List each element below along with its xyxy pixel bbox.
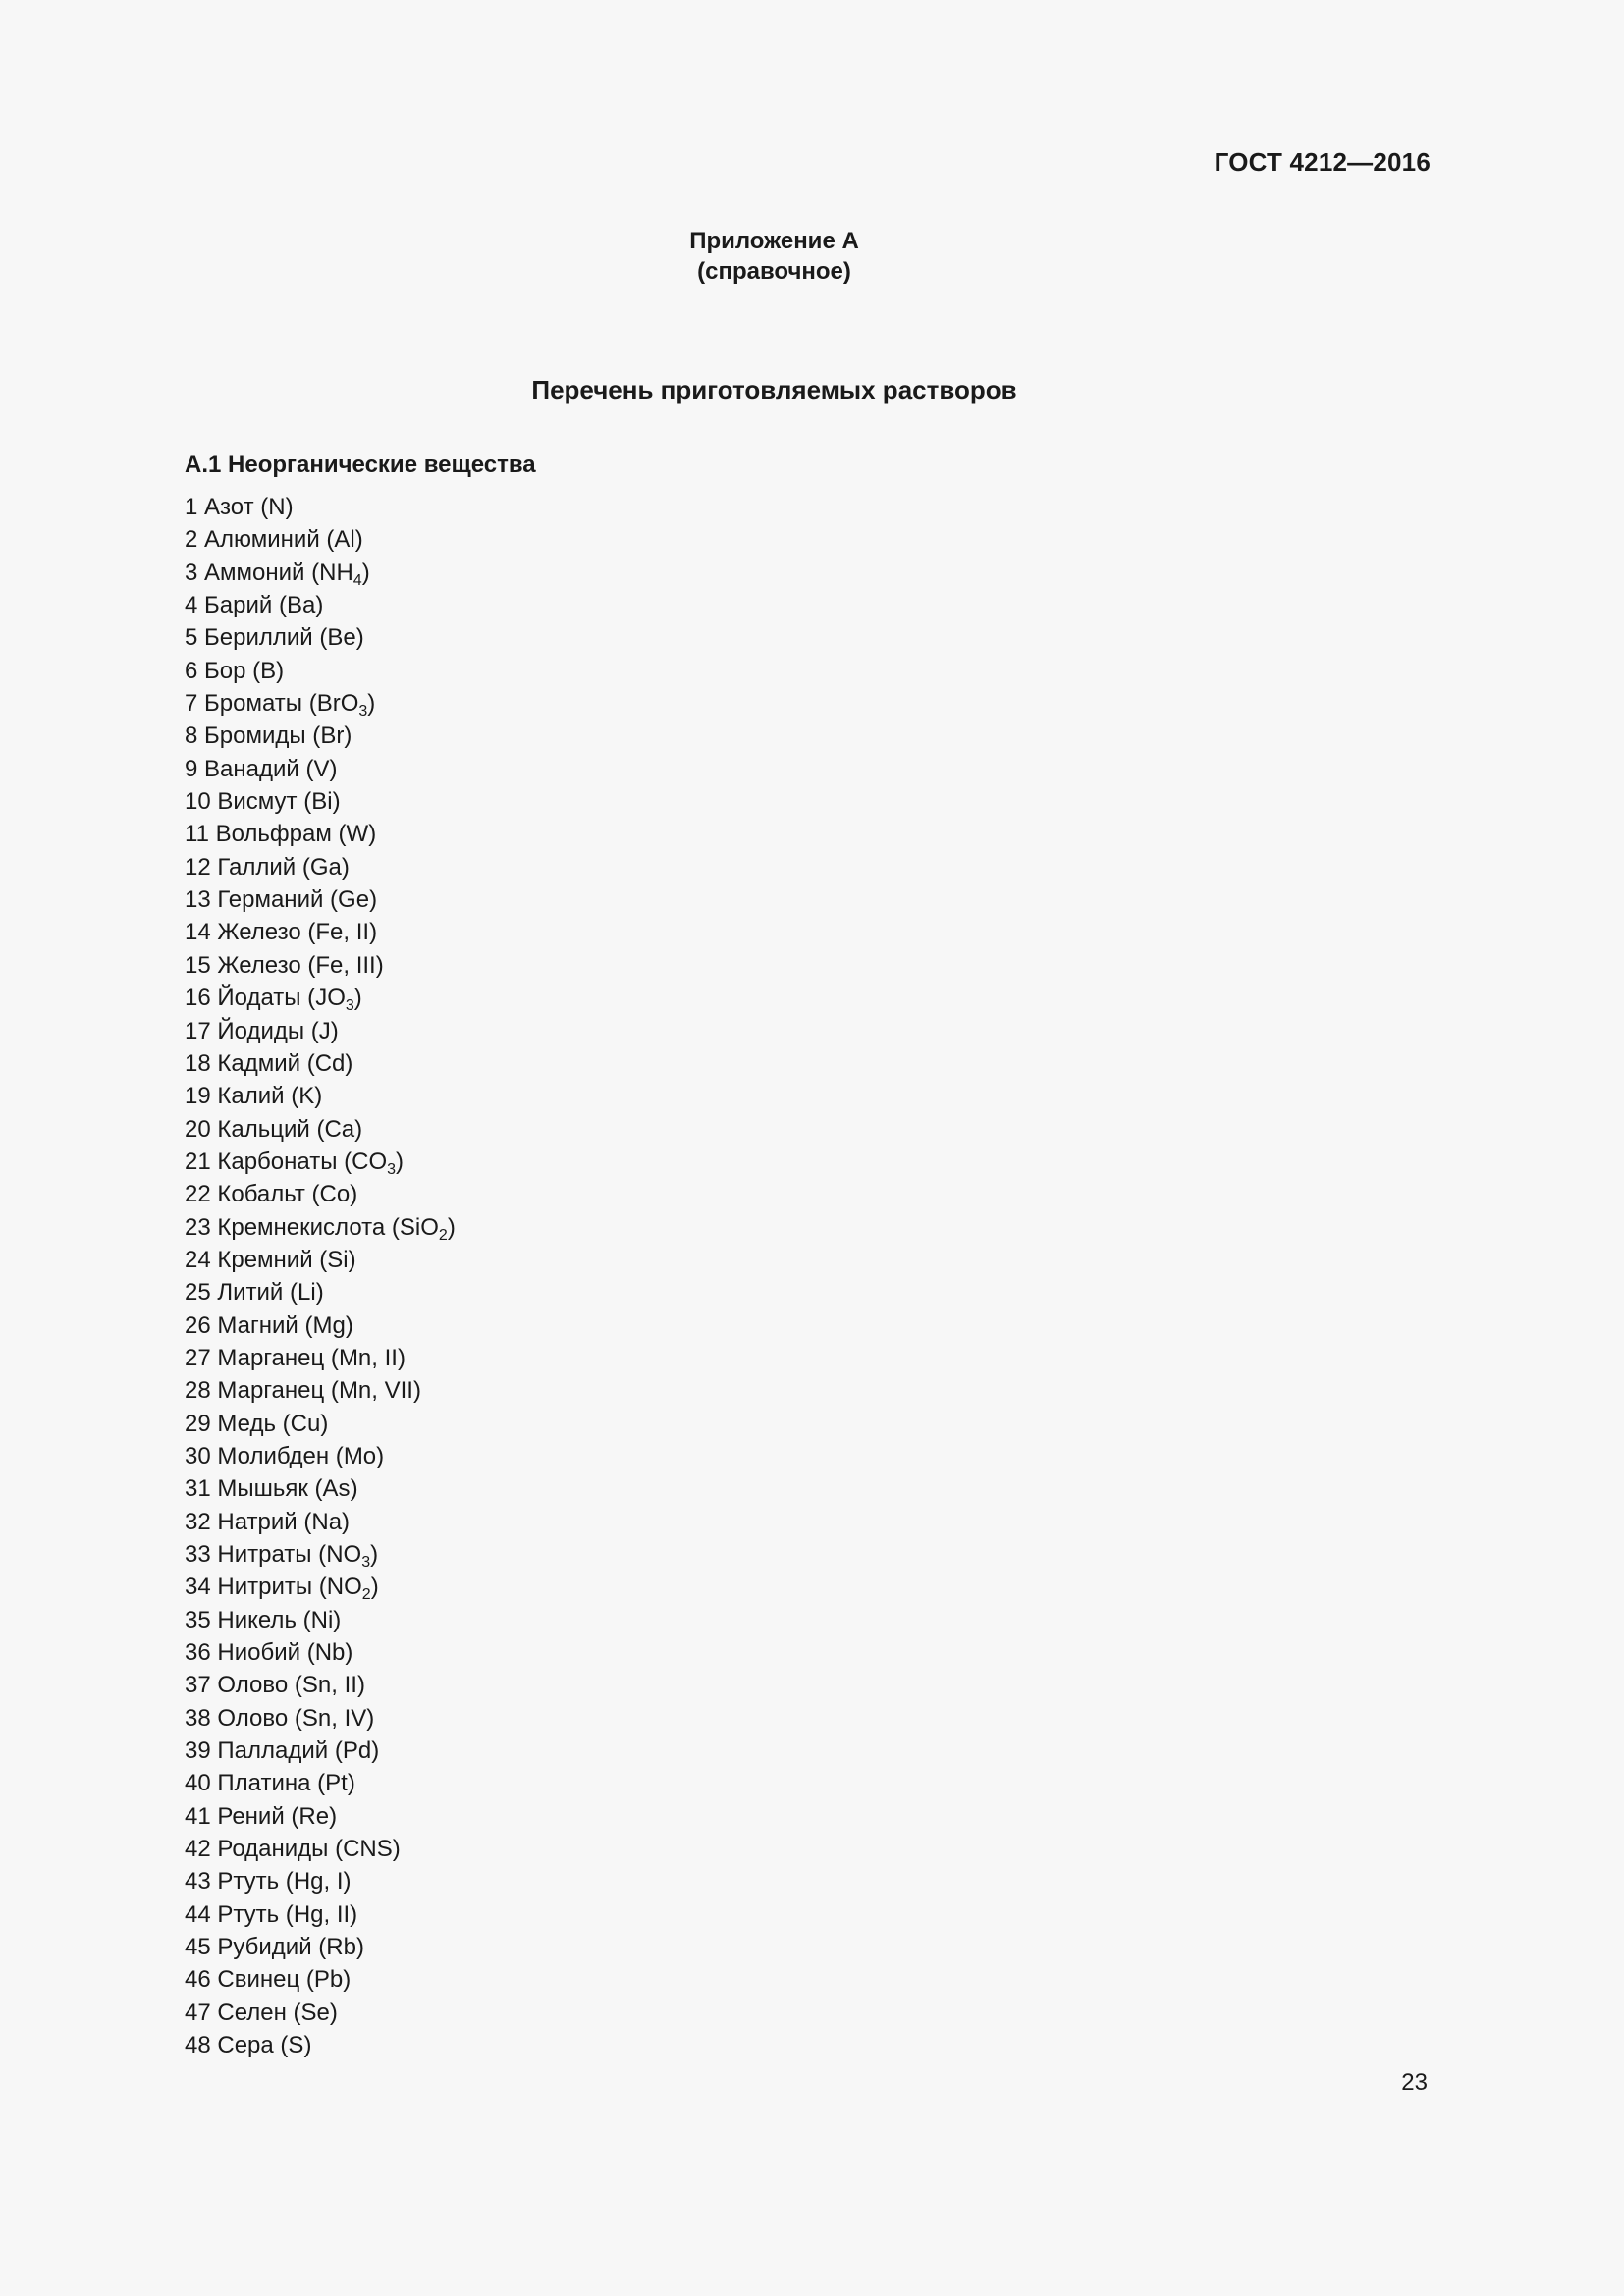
formula-symbol: Li xyxy=(298,1279,316,1307)
item-name: Алюминий xyxy=(204,526,320,554)
formula-symbol: J xyxy=(318,1017,331,1044)
item-formula xyxy=(310,854,342,881)
item-number: 22 xyxy=(185,1181,211,1208)
list-item: 26 Магний (Mg) xyxy=(185,1311,353,1339)
list-item: 7 Броматы (BrO$_3$) xyxy=(185,690,376,721)
item-name: Кобальт xyxy=(217,1181,305,1208)
item-name: Молибден xyxy=(217,1442,330,1469)
item-number: 44 xyxy=(185,1900,211,1928)
list-item: 42 Роданиды (CNS) xyxy=(185,1836,401,1863)
item-name: Платина xyxy=(217,1770,311,1797)
formula-subscript: 4 xyxy=(352,571,362,589)
item-name: Марганец xyxy=(217,1344,325,1371)
item-number: 5 xyxy=(185,624,198,652)
item-number: 8 xyxy=(185,722,198,750)
item-number: 2 xyxy=(185,526,198,554)
list-item: 17 Йодиды (J) xyxy=(185,1017,339,1044)
item-number: 32 xyxy=(185,1508,211,1535)
item-number: 28 xyxy=(185,1377,211,1405)
item-name: Вольфрам xyxy=(215,821,332,848)
item-number: 3 xyxy=(185,559,198,586)
formula-symbol: Nb xyxy=(314,1639,346,1667)
list-item: 12 Галлий (Ga) xyxy=(185,853,350,881)
item-formula xyxy=(334,526,354,553)
item-formula xyxy=(314,1966,343,1993)
item-formula xyxy=(339,1377,413,1404)
formula-subscript: 3 xyxy=(358,703,368,721)
formula-subscript: 3 xyxy=(387,1160,397,1178)
item-formula xyxy=(339,1345,398,1371)
list-item: 3 Аммоний $(NH_4)$ xyxy=(185,559,370,589)
formula-symbol: B xyxy=(260,657,277,684)
list-title: Перечень приготовляемых растворов xyxy=(531,375,1017,404)
formula-symbol: SiO xyxy=(399,1213,439,1241)
list-item: 21 Карбонаты $(CO_3)$ xyxy=(185,1148,405,1178)
formula-symbol: Hg, I xyxy=(293,1868,344,1896)
list-item: 48 Сера (S) xyxy=(185,2032,312,2059)
item-formula xyxy=(338,886,369,913)
item-number: 46 xyxy=(185,1966,211,1994)
item-number: 47 xyxy=(185,1999,211,2026)
item-number: 43 xyxy=(185,1868,211,1896)
item-name: Ниобий xyxy=(217,1639,301,1667)
list-item: 39 Палладий (Pd) xyxy=(185,1737,380,1765)
item-name: Ртуть xyxy=(217,1900,280,1928)
appendix-heading xyxy=(0,226,1548,287)
item-name: Олово xyxy=(217,1672,289,1699)
formula-subscript: 2 xyxy=(361,1586,371,1604)
item-number: 21 xyxy=(185,1148,211,1175)
item-name: Железо xyxy=(217,951,301,979)
item-number: 10 xyxy=(185,788,211,816)
formula-symbol: BrO xyxy=(316,690,359,718)
section-heading: А.1 Неорганические вещества xyxy=(185,452,536,478)
item-formula xyxy=(315,919,369,945)
formula-subscript: 3 xyxy=(345,997,354,1015)
item-number: 26 xyxy=(185,1311,211,1339)
list-item: 10 Висмут (Bi) xyxy=(185,788,341,816)
item-formula xyxy=(343,1737,371,1764)
item-formula xyxy=(320,1181,351,1207)
item-name: Роданиды xyxy=(217,1836,329,1863)
item-formula xyxy=(294,1868,344,1895)
formula-symbol: Sn, IV xyxy=(301,1704,367,1732)
item-formula xyxy=(260,658,276,684)
formula-symbol: Co xyxy=(319,1181,351,1208)
item-name: Йодаты xyxy=(217,985,301,1012)
formula-symbol: Ba xyxy=(286,592,316,619)
item-name: Броматы xyxy=(204,690,303,718)
list-item: 19 Калий (K) xyxy=(185,1083,323,1110)
formula-symbol: Se xyxy=(300,1999,330,2026)
item-formula xyxy=(326,1934,356,1960)
list-item: 9 Ванадий (V) xyxy=(185,755,338,782)
item-name: Мышьяк xyxy=(217,1475,308,1503)
item-number: 45 xyxy=(185,1934,211,1961)
formula-symbol: Ca xyxy=(324,1115,355,1143)
item-name: Нитриты xyxy=(217,1574,313,1601)
item-name: Кадмий xyxy=(217,1049,301,1077)
item-formula xyxy=(326,1574,371,1604)
item-name: Свинец xyxy=(217,1966,300,1994)
list-item: 33 Нитраты $(NO_3)$ xyxy=(185,1541,379,1571)
item-number: 25 xyxy=(185,1279,211,1307)
item-name: Калий xyxy=(217,1083,285,1110)
item-formula xyxy=(298,1083,314,1109)
list-item: 2 Алюминий (Al) xyxy=(185,526,363,554)
item-formula xyxy=(291,1411,321,1437)
item-formula xyxy=(399,1213,448,1244)
item-formula xyxy=(315,952,375,979)
item-name: Кремний xyxy=(217,1246,313,1273)
list-item: 13 Германий (Ge) xyxy=(185,886,378,914)
item-name: Кремнекислота xyxy=(217,1213,386,1241)
formula-symbol: N xyxy=(268,494,286,520)
item-number: 20 xyxy=(185,1115,211,1143)
item-name: Азот xyxy=(204,494,254,520)
list-item: 38 Олово (Sn, IV) xyxy=(185,1704,375,1732)
item-formula xyxy=(298,1279,316,1306)
item-number: 15 xyxy=(185,951,211,979)
formula-symbol: Pb xyxy=(313,1966,344,1994)
item-number: 33 xyxy=(185,1541,211,1568)
item-formula xyxy=(294,1901,350,1928)
formula-symbol: As xyxy=(322,1475,351,1503)
item-formula xyxy=(288,2032,303,2058)
item-name: Бериллий xyxy=(204,624,313,652)
formula-symbol: CNS xyxy=(343,1836,393,1863)
item-number: 19 xyxy=(185,1083,211,1110)
list-item: 32 Натрий (Na) xyxy=(185,1508,351,1535)
item-name: Селен xyxy=(217,1999,287,2026)
item-number: 11 xyxy=(185,821,209,848)
item-name: Олово xyxy=(217,1704,289,1732)
formula-symbol: Rb xyxy=(326,1934,356,1961)
formula-symbol: Mg xyxy=(312,1311,346,1339)
substance-list xyxy=(185,491,456,2062)
formula-symbol: Ni xyxy=(310,1606,334,1633)
item-formula xyxy=(325,1770,348,1796)
item-formula xyxy=(352,1148,397,1178)
formula-symbol: Cu xyxy=(290,1410,321,1437)
item-number: 34 xyxy=(185,1574,211,1601)
formula-symbol: Ga xyxy=(309,853,342,881)
item-number: 18 xyxy=(185,1049,211,1077)
list-item: 43 Ртуть (Hg, I) xyxy=(185,1868,352,1896)
list-item: 8 Бромиды (Br) xyxy=(185,722,352,750)
item-name: Бор xyxy=(204,657,246,684)
formula-symbol: Bi xyxy=(311,788,333,816)
item-formula xyxy=(319,1018,331,1044)
item-name: Палладий xyxy=(217,1737,329,1765)
item-number: 36 xyxy=(185,1639,211,1667)
formula-symbol: Ge xyxy=(338,886,370,914)
formula-symbol: Fe, II xyxy=(315,919,370,946)
item-name: Кальций xyxy=(217,1115,310,1143)
item-formula xyxy=(347,821,369,847)
list-item: 30 Молибден (Mo) xyxy=(185,1442,385,1469)
item-name: Йодиды xyxy=(217,1017,305,1044)
item-name: Карбонаты xyxy=(217,1148,338,1175)
item-number: 29 xyxy=(185,1410,211,1437)
item-number: 37 xyxy=(185,1672,211,1699)
item-number: 41 xyxy=(185,1802,211,1830)
list-item: 18 Кадмий (Cd) xyxy=(185,1049,353,1077)
formula-symbol: Si xyxy=(327,1246,349,1273)
formula-symbol: Re xyxy=(298,1802,330,1830)
item-formula xyxy=(315,1639,346,1666)
formula-symbol: W xyxy=(346,821,369,848)
item-name: Бромиды xyxy=(204,722,306,750)
list-item: 16 Йодаты $(JO_3)$ xyxy=(185,985,362,1015)
item-name: Сера xyxy=(217,2032,274,2059)
item-formula xyxy=(311,1509,342,1535)
formula-symbol: Na xyxy=(311,1508,343,1535)
item-formula xyxy=(311,788,332,815)
item-formula xyxy=(324,1116,354,1143)
list-item: 23 Кремнекислота (SiO$_2$) xyxy=(185,1213,456,1244)
item-formula xyxy=(343,1836,393,1862)
item-formula xyxy=(344,1443,376,1469)
formula-symbol: Hg, II xyxy=(293,1900,351,1928)
item-formula xyxy=(327,1247,348,1273)
item-formula xyxy=(319,559,362,589)
page-number: 23 xyxy=(1401,2069,1428,2096)
list-item: 11 Вольфрам (W) xyxy=(185,821,377,848)
list-item: 22 Кобальт (Co) xyxy=(185,1181,358,1208)
item-formula xyxy=(313,756,329,782)
appendix-title: Приложение А xyxy=(689,228,859,254)
formula-symbol: Br xyxy=(320,722,345,750)
item-formula xyxy=(315,985,354,1015)
item-formula xyxy=(302,1705,366,1732)
formula-symbol: Pt xyxy=(325,1770,348,1797)
item-number: 13 xyxy=(185,886,211,914)
item-number: 12 xyxy=(185,853,211,881)
formula-symbol: Pd xyxy=(342,1737,372,1765)
item-name: Барий xyxy=(204,592,273,619)
item-number: 48 xyxy=(185,2032,211,2059)
formula-symbol: Mo xyxy=(343,1442,377,1469)
item-formula xyxy=(287,592,315,618)
list-item: 27 Марганец (Mn, II) xyxy=(185,1344,406,1371)
item-number: 17 xyxy=(185,1017,211,1044)
item-formula xyxy=(312,1312,345,1339)
item-number: 42 xyxy=(185,1836,211,1863)
formula-subscript: 3 xyxy=(361,1554,371,1571)
item-name: Аммоний xyxy=(204,559,305,586)
formula-symbol: K xyxy=(298,1083,315,1110)
list-item: 25 Литий (Li) xyxy=(185,1279,324,1307)
item-number: 14 xyxy=(185,919,211,946)
item-number: 9 xyxy=(185,755,198,782)
list-item: 20 Кальций (Ca) xyxy=(185,1115,363,1143)
list-item: 28 Марганец (Mn, VII) xyxy=(185,1377,421,1405)
list-item: 6 Бор (B) xyxy=(185,657,285,684)
item-formula xyxy=(323,1475,351,1502)
list-item: 24 Кремний (Si) xyxy=(185,1246,356,1273)
item-number: 7 xyxy=(185,690,198,718)
formula-symbol: Sn, II xyxy=(301,1672,357,1699)
item-number: 4 xyxy=(185,592,198,619)
appendix-subtitle: (справочное) xyxy=(697,258,851,285)
item-formula xyxy=(301,2000,330,2026)
item-number: 40 xyxy=(185,1770,211,1797)
item-number: 6 xyxy=(185,657,198,684)
item-formula xyxy=(316,690,368,721)
item-number: 38 xyxy=(185,1704,211,1732)
formula-symbol: CO xyxy=(352,1148,388,1175)
list-item: 41 Рений (Re) xyxy=(185,1802,338,1830)
standard-code: ГОСТ 4212—2016 xyxy=(1214,147,1431,177)
formula-symbol: NO xyxy=(326,1574,362,1601)
list-item: 4 Барий (Ba) xyxy=(185,592,324,619)
item-name: Медь xyxy=(217,1410,276,1437)
formula-symbol: Al xyxy=(334,526,355,554)
item-name: Магний xyxy=(217,1311,298,1339)
item-formula xyxy=(302,1672,357,1698)
list-item: 34 Нитриты $(NO_2)$ xyxy=(185,1574,379,1604)
list-item: 40 Платина (Pt) xyxy=(185,1770,355,1797)
formula-symbol: Be xyxy=(327,624,356,652)
item-formula xyxy=(268,494,285,520)
list-item: 14 Железо (Fe, II) xyxy=(185,919,378,946)
item-number: 24 xyxy=(185,1246,211,1273)
item-name: Натрий xyxy=(217,1508,298,1535)
formula-symbol: Mn, II xyxy=(338,1344,398,1371)
formula-symbol: Cd xyxy=(314,1049,346,1077)
item-number: 30 xyxy=(185,1442,211,1469)
list-item: 5 Бериллий (Be) xyxy=(185,624,364,652)
item-name: Германий xyxy=(217,886,324,914)
formula-symbol: Fe, III xyxy=(315,951,376,979)
list-item: 45 Рубидий (Rb) xyxy=(185,1934,364,1961)
item-number: 35 xyxy=(185,1606,211,1633)
item-name: Висмут xyxy=(217,788,298,816)
formula-symbol: V xyxy=(313,755,330,782)
formula-subscript: 2 xyxy=(438,1226,448,1244)
formula-symbol: JO xyxy=(315,985,346,1012)
item-number: 31 xyxy=(185,1475,211,1503)
item-name: Ртуть xyxy=(217,1868,280,1896)
item-formula xyxy=(327,624,355,651)
formula-symbol: NH xyxy=(319,559,353,586)
list-item: 37 Олово (Sn, II) xyxy=(185,1672,365,1699)
item-name: Никель xyxy=(217,1606,297,1633)
formula-symbol: S xyxy=(288,2032,304,2059)
item-name: Ванадий xyxy=(204,755,299,782)
item-number: 23 xyxy=(185,1213,211,1241)
list-item: 29 Медь (Cu) xyxy=(185,1410,329,1437)
item-number: 27 xyxy=(185,1344,211,1371)
list-item: 35 Никель (Ni) xyxy=(185,1606,342,1633)
item-formula xyxy=(326,1541,371,1571)
list-item: 1 Азот (N) xyxy=(185,494,294,520)
item-number: 39 xyxy=(185,1737,211,1765)
list-item: 44 Ртуть (Hg, II) xyxy=(185,1900,358,1928)
item-name: Железо xyxy=(217,919,301,946)
list-item: 15 Железо (Fe, III) xyxy=(185,951,384,979)
item-formula xyxy=(315,1050,346,1077)
list-item: 46 Свинец (Pb) xyxy=(185,1966,352,1994)
item-name: Рубидий xyxy=(217,1934,312,1961)
item-name: Рений xyxy=(217,1802,285,1830)
item-name: Нитраты xyxy=(217,1541,312,1568)
list-item: 31 Мышьяк (As) xyxy=(185,1475,358,1503)
item-formula xyxy=(320,722,344,749)
item-name: Марганец xyxy=(217,1377,325,1405)
list-item: 47 Селен (Se) xyxy=(185,1999,338,2026)
item-name: Галлий xyxy=(217,853,297,881)
formula-symbol: Mn, VII xyxy=(338,1377,413,1405)
item-formula xyxy=(311,1607,334,1633)
item-number: 16 xyxy=(185,985,211,1012)
list-item: 36 Ниобий (Nb) xyxy=(185,1639,353,1667)
formula-symbol: NO xyxy=(326,1541,362,1568)
item-formula xyxy=(298,1803,329,1830)
item-number: 1 xyxy=(185,494,198,520)
item-name: Литий xyxy=(217,1279,284,1307)
